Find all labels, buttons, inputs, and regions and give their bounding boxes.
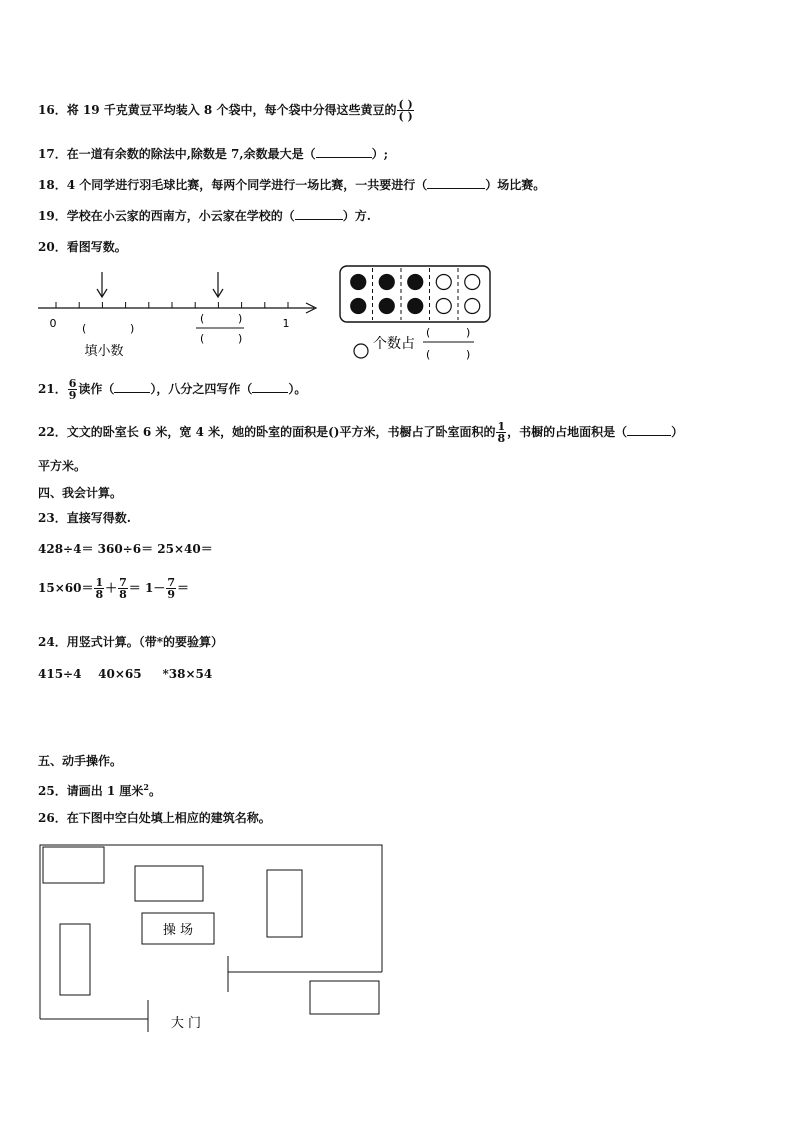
fraction-numerator: ( ) bbox=[398, 98, 413, 111]
grid-caption: 个数占 bbox=[373, 336, 415, 352]
question-text-mid: ），八分之四写作（ bbox=[150, 382, 253, 396]
question-number: 25． bbox=[38, 784, 67, 798]
question-text-tail: 。 bbox=[149, 784, 162, 798]
question-number: 26． bbox=[38, 811, 67, 825]
question-number: 17． bbox=[38, 147, 67, 161]
calc-row-1: 428÷4＝ 360÷6＝ 25×40＝ bbox=[38, 542, 213, 556]
answer-blank[interactable] bbox=[114, 382, 150, 393]
calc-item: 15×60＝ bbox=[38, 581, 94, 595]
paren-open-3: ( bbox=[200, 332, 205, 345]
fraction-numerator: 1 bbox=[497, 420, 506, 433]
answer-blank[interactable] bbox=[295, 209, 343, 220]
question-number: 22． bbox=[38, 425, 67, 439]
filled-counter bbox=[408, 299, 423, 314]
question-text: 在下图中空白处填上相应的建筑名称。 bbox=[66, 811, 271, 825]
question-text: 在一道有余数的除法中,除数是 7,余数最大是（ bbox=[66, 147, 316, 161]
label-zero: 0 bbox=[49, 317, 57, 330]
blank-building-1[interactable] bbox=[43, 847, 104, 883]
filled-counter bbox=[379, 299, 394, 314]
question-24 bbox=[38, 634, 223, 650]
counter-legend-icon bbox=[354, 344, 368, 358]
fraction bbox=[68, 378, 78, 401]
counter-grid-figure bbox=[338, 264, 498, 364]
fraction-denominator: 8 bbox=[95, 588, 104, 601]
question-25 bbox=[38, 779, 161, 799]
map-outer-wall bbox=[40, 845, 382, 1019]
question-18 bbox=[38, 177, 545, 193]
blank-building-2[interactable] bbox=[135, 866, 203, 901]
question-text-tail: ）方. bbox=[342, 209, 371, 223]
question-text: 4 个同学进行羽毛球比赛，每两个同学进行一场比赛，一共要进行（ bbox=[66, 178, 428, 192]
number-line-figure bbox=[36, 262, 326, 362]
question-text-tail: ）; bbox=[371, 147, 389, 161]
fraction bbox=[397, 99, 413, 122]
blank-building-4[interactable] bbox=[60, 924, 90, 995]
fraction-numerator: 1 bbox=[95, 576, 104, 589]
answer-blank[interactable] bbox=[427, 178, 485, 189]
question-text: 将 19 千克黄豆平均装入 8 个袋中，每个袋中分得这些黄豆的 bbox=[66, 103, 397, 117]
calc-item: ＝ 1－ bbox=[128, 581, 166, 595]
answer-blank[interactable] bbox=[316, 147, 372, 158]
question-22-line2: 平方米。 bbox=[38, 459, 87, 473]
question-text-tail: ）。 bbox=[288, 382, 307, 396]
question-number: 24． bbox=[38, 635, 67, 649]
question-22 bbox=[38, 421, 683, 444]
fraction-denominator: 9 bbox=[167, 588, 175, 601]
question-20 bbox=[38, 239, 127, 255]
empty-counter bbox=[465, 299, 480, 314]
question-17 bbox=[38, 146, 388, 162]
filled-counter bbox=[379, 275, 394, 290]
question-text: 看图写数。 bbox=[66, 240, 127, 254]
paren-close-3: ) bbox=[238, 332, 243, 345]
empty-counter bbox=[436, 275, 451, 290]
question-19 bbox=[38, 208, 371, 224]
fraction bbox=[94, 577, 104, 600]
plus-sign: ＋ bbox=[105, 581, 118, 595]
question-23 bbox=[38, 510, 131, 526]
superscript: 2 bbox=[143, 782, 149, 792]
fraction bbox=[496, 421, 506, 444]
paren-close-1: ) bbox=[130, 322, 135, 335]
filled-counter bbox=[408, 275, 423, 290]
playground-label: 操 场 bbox=[162, 923, 194, 938]
blank-building-5[interactable] bbox=[310, 981, 379, 1014]
question-text: 直接写得数. bbox=[66, 511, 131, 525]
question-number: 21． bbox=[38, 382, 67, 396]
question-16 bbox=[38, 99, 415, 122]
paren-open-2: ( bbox=[200, 312, 205, 325]
question-text-tail: ） bbox=[671, 425, 684, 439]
paren-open-1: ( bbox=[82, 322, 87, 335]
fraction-denominator: ( ) bbox=[398, 110, 413, 123]
question-text: 读作（ bbox=[78, 382, 115, 396]
fraction-denominator: 8 bbox=[497, 432, 506, 445]
fraction bbox=[118, 577, 128, 600]
question-text-2: ，书橱的占地面积是（ bbox=[507, 425, 628, 439]
fraction-numerator: 7 bbox=[119, 576, 127, 589]
question-number: 23． bbox=[38, 511, 67, 525]
section-5-heading: 五、动手操作。 bbox=[38, 754, 123, 768]
caption-decimal: 填小数 bbox=[84, 344, 124, 359]
question-26 bbox=[38, 810, 271, 826]
equals-sign: ＝ bbox=[176, 581, 189, 595]
calc-items: 415÷4 40×65 *38×54 bbox=[38, 667, 213, 681]
question-text: 请画出 1 厘米 bbox=[66, 784, 144, 798]
filled-counter bbox=[351, 299, 366, 314]
fraction-denominator: 8 bbox=[119, 588, 127, 601]
question-text: 用竖式计算。（带*的要验算） bbox=[66, 635, 223, 649]
question-text-tail: ）场比赛。 bbox=[485, 178, 546, 192]
answer-blank[interactable] bbox=[627, 425, 671, 436]
paren-close-2: ) bbox=[238, 312, 243, 325]
question-text: 文文的卧室长 6 米，宽 4 米，她的卧室的面积是()平方米，书橱占了卧室面积的 bbox=[66, 425, 496, 439]
blank-building-3[interactable] bbox=[267, 870, 302, 937]
paren-open-5: ( bbox=[426, 348, 431, 361]
paren-open-4: ( bbox=[426, 326, 431, 339]
fraction-denominator: 9 bbox=[68, 389, 77, 402]
answer-blank[interactable] bbox=[252, 382, 288, 393]
gate-label: 大 门 bbox=[170, 1016, 202, 1031]
calc-row-2 bbox=[38, 577, 189, 600]
question-text: 学校在小云家的西南方，小云家在学校的（ bbox=[66, 209, 295, 223]
question-number: 16． bbox=[38, 103, 67, 117]
paren-close-4: ) bbox=[466, 326, 471, 339]
empty-counter bbox=[436, 299, 451, 314]
question-number: 20． bbox=[38, 240, 67, 254]
question-number: 18． bbox=[38, 178, 67, 192]
fraction bbox=[166, 577, 176, 600]
empty-counter bbox=[465, 275, 480, 290]
school-map-figure bbox=[36, 842, 388, 1034]
fraction-numerator: 7 bbox=[167, 576, 175, 589]
section-4-heading: 四、我会计算。 bbox=[38, 486, 123, 500]
question-number: 19． bbox=[38, 209, 67, 223]
paren-close-5: ) bbox=[466, 348, 471, 361]
label-one: 1 bbox=[282, 317, 290, 330]
fraction-numerator: 6 bbox=[68, 377, 77, 390]
question-21 bbox=[38, 378, 306, 401]
filled-counter bbox=[351, 275, 366, 290]
